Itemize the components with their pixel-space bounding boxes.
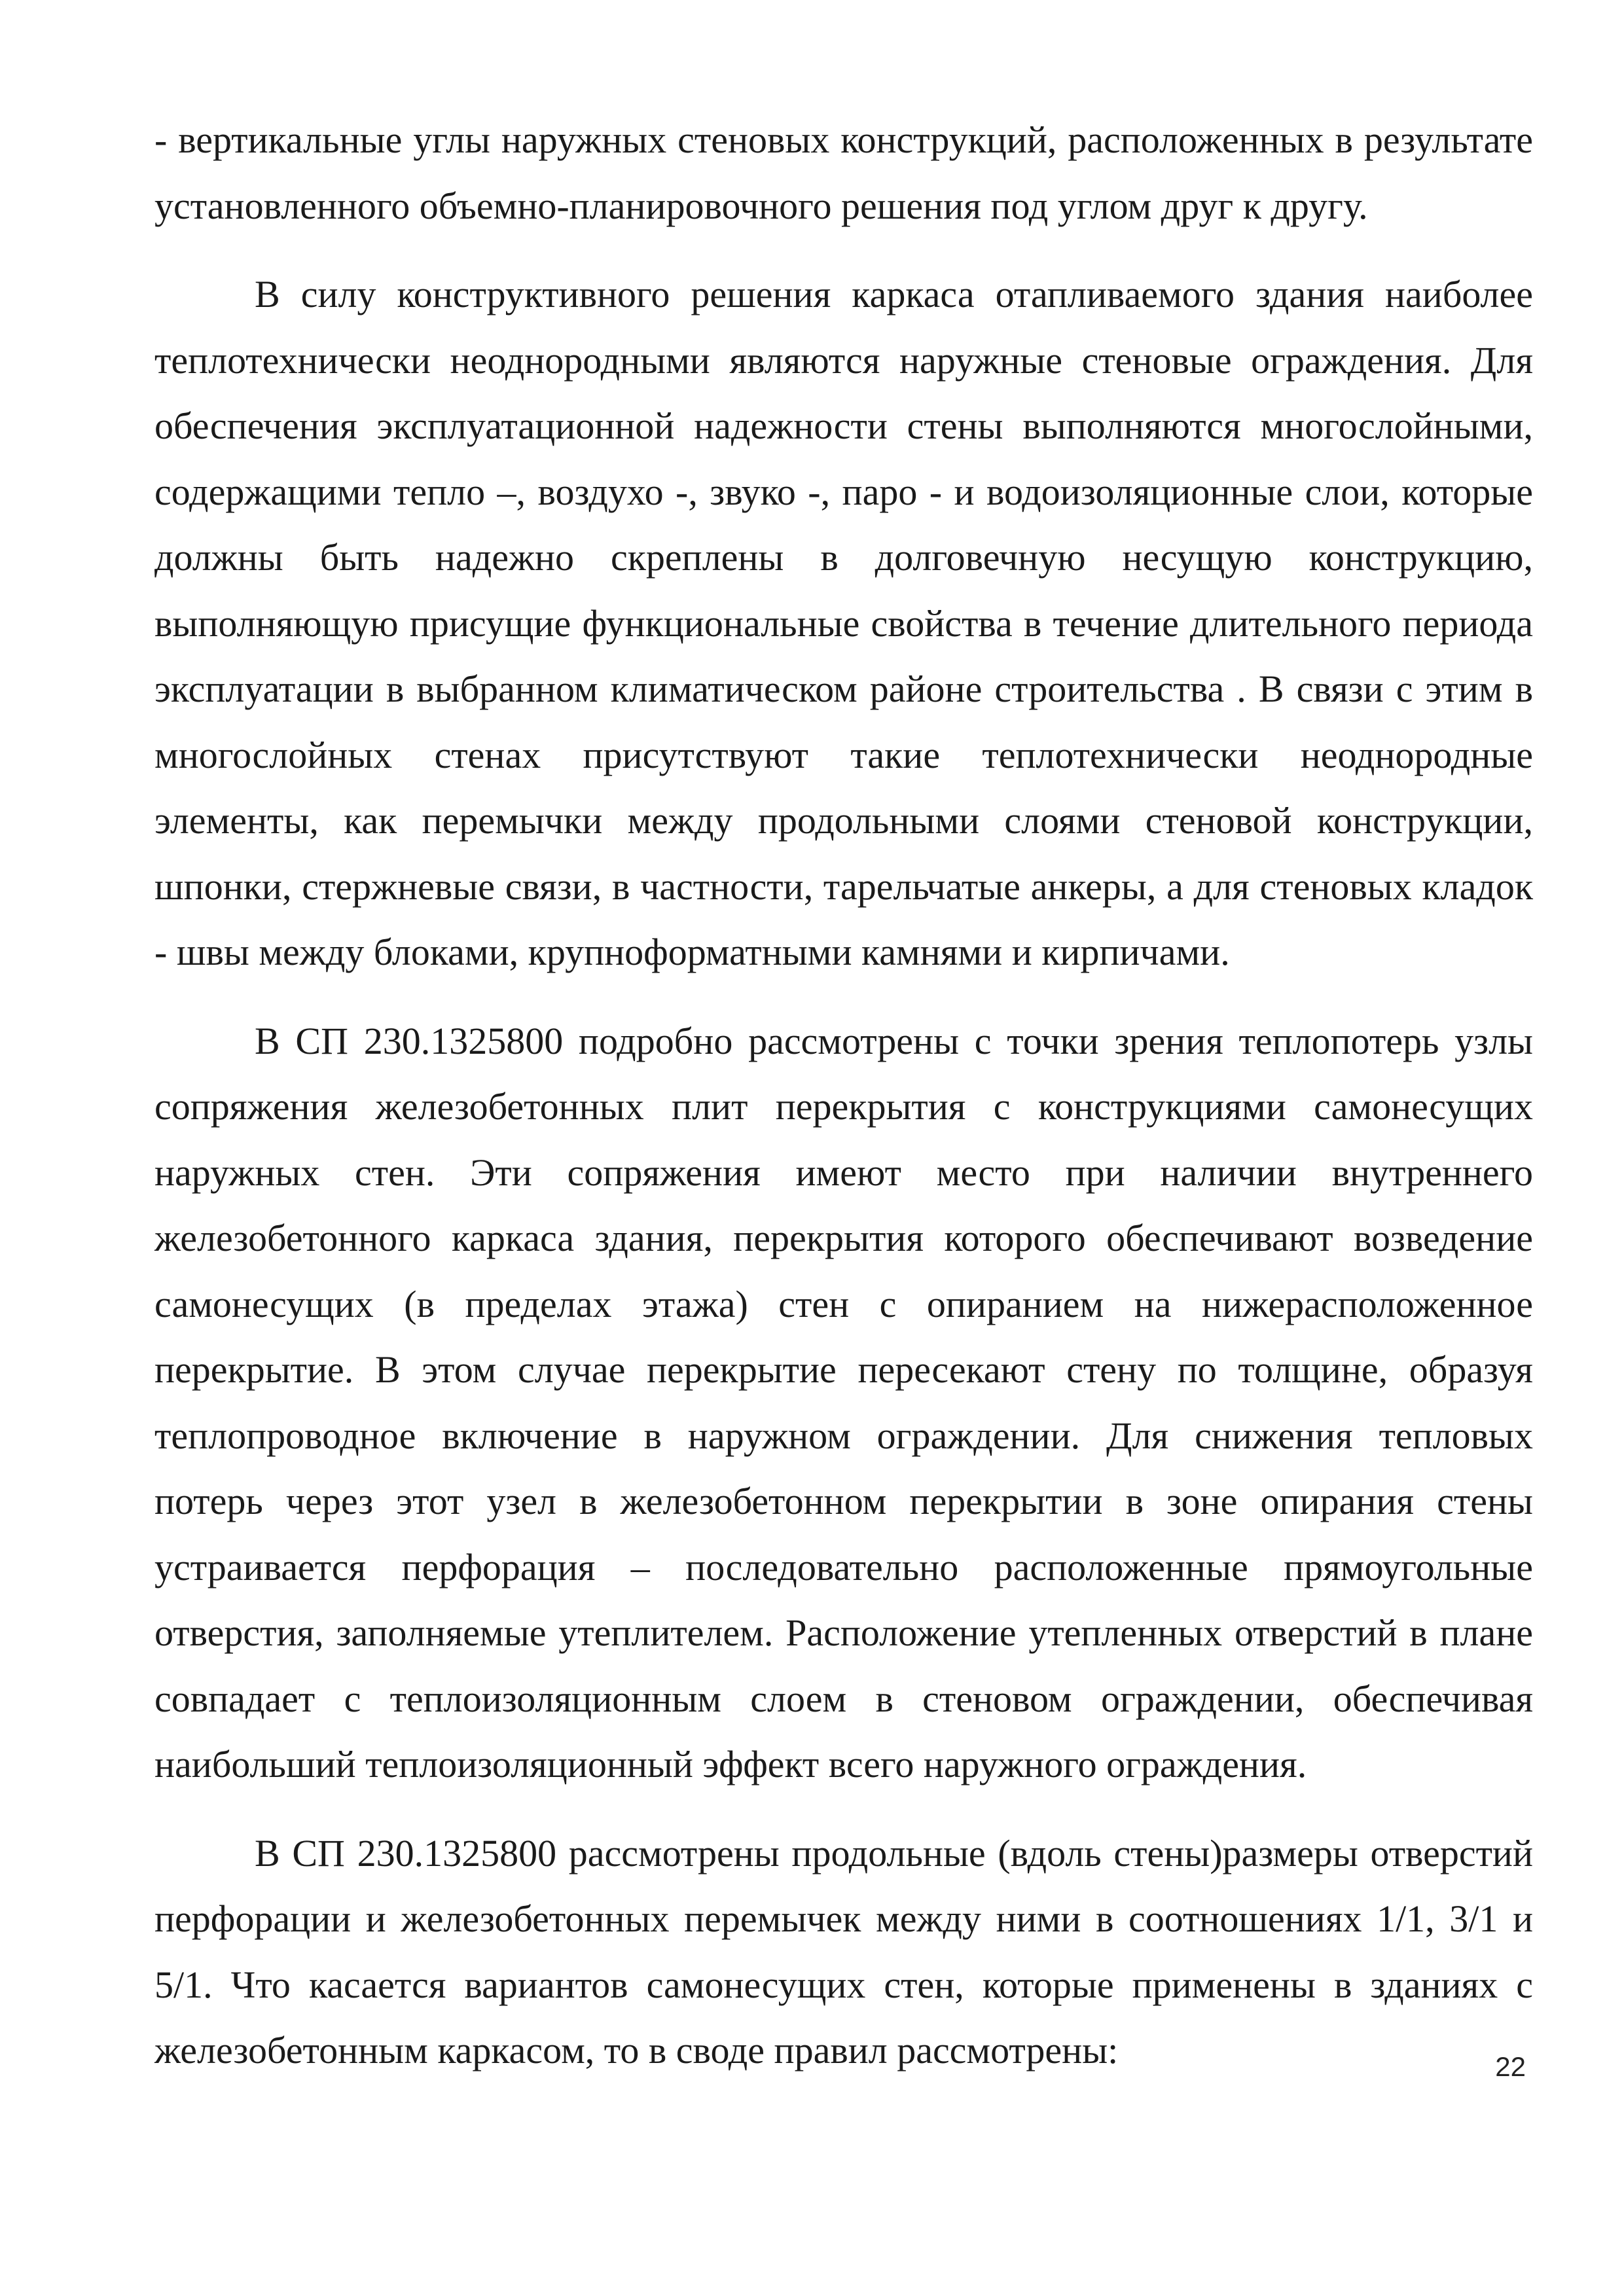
paragraph-list-item-corners: - вертикальные углы наружных стеновых конструкций, расположенных в результате установленного объемно-планировочного решения под углом друг к другу. [154, 118, 1533, 227]
page-body [154, 107, 1533, 2107]
paragraph-wall-inhomogeneity: В силу конструктивного решения каркаса отапливаемого здания наиболее теплотехнически неоднородными являются наружные стеновые ограждения. Для обеспечения эксплуатационной надежности стены выполняются многослойными, содержащими тепло –, воздухо -, звуко -, паро - и водоизоляционные слои, которые должны быть надежно скреплены в долговечную несущую конструкцию, выполняющую присущие функциональные свойства в течение длительного периода эксплуатации в выбранном климатическом районе строительства . В связи с этим в многослойных стенах присутствуют такие теплотехнически неоднородные элементы, как перемычки между продольными слоями стеновой конструкции, шпонки, стержневые связи, в частности, тарельчатые анкеры, а для стеновых кладок - швы между блоками, крупноформатными камнями и кирпичами. [154, 273, 1533, 973]
paragraph-slab-junctions: В СП 230.1325800 подробно рассмотрены с точки зрения теплопотерь узлы сопряжения железобетонных плит перекрытия с конструкциями самонесущих наружных стен. Эти сопряжения имеют место при наличии внутреннего железобетонного каркаса здания, перекрытия которого обеспечивают возведение самонесущих (в пределах этажа) стен с опиранием на нижерасположенное перекрытие. В этом случае перекрытие пересекают стену по толщине, образуя теплопроводное включение в наружном ограждении. Для снижения тепловых потерь через этот узел в железобетонном перекрытии в зоне опирания стены устраивается перфорация – последовательно расположенные прямоугольные отверстия, заполняемые утеплителем. Расположение утепленных отверстий в плане совпадает с теплоизоляционным слоем в стеновом ограждении, обеспечивая наибольший теплоизоляционный эффект всего наружного ограждения. [154, 1019, 1533, 1785]
paragraph-perforation-ratios: В СП 230.1325800 рассмотрены продольные (вдоль стены)размеры отверстий перфорации и железобетонных перемычек между ними в соотношениях 1/1, 3/1 и 5/1. Что касается вариантов самонесущих стен, которые применены в зданиях с железобетонным каркасом, то в своде правил рассмотрены: [154, 1831, 1533, 2072]
page-number: 22 [1495, 2051, 1526, 2082]
